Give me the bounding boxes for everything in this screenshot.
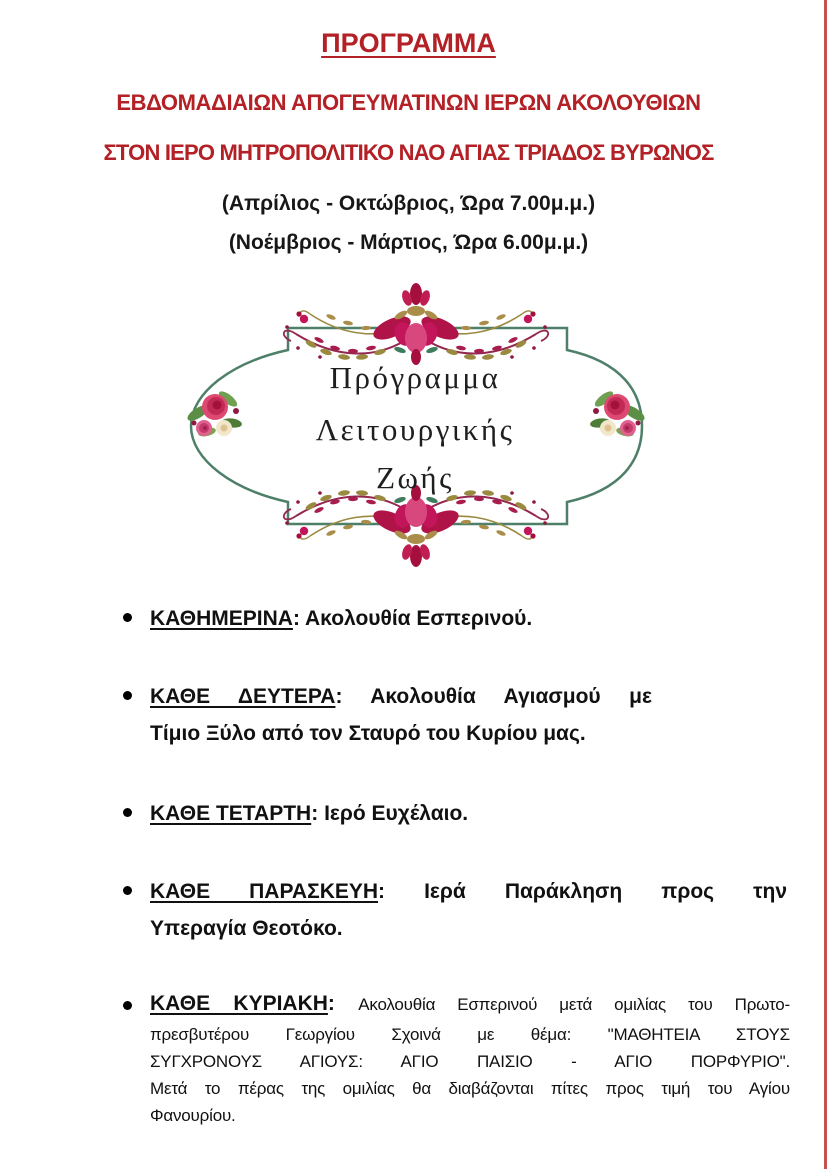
schedule-line: πρεσβυτέρου Γεωργίου Σχοινά με θέμα: "ΜΑΘΗΤΕΙΑ ΣΤΟΥΣ [150, 1025, 790, 1044]
schedule-line [150, 873, 787, 910]
emblem-title-line-1: Πρόγραμμα [329, 360, 501, 395]
schedule-line: Υπεραγία Θεοτόκο. [150, 917, 343, 940]
item-text: Ακολουθία Εσπερινού. [305, 607, 533, 630]
item-colon: : [311, 802, 319, 825]
item-label: ΚΑΘΕ ΚΥΡΙΑΚΗ [150, 992, 328, 1015]
schedule-line [150, 795, 468, 832]
item-text: Ιερό Ευχέλαιο. [324, 802, 469, 825]
item-label: ΚΑΘΕ ΤΕΤΑΡΤΗ [150, 802, 312, 825]
schedule-item-monday [150, 678, 652, 752]
hours-winter: (Νοέμβριος - Μάρτιος, Ώρα 6.00μ.μ.) [228, 231, 589, 254]
schedule-line: Μετά το πέρας της ομιλίας θα διαβάζονται πίτες προς τιμή του Αγίου [150, 1079, 790, 1098]
subtitle-line-2: ΣΤΟΝ ΙΕΡΟ ΜΗΤΡΟΠΟΛΙΤΙΚΟ ΝΑΟ ΑΓΙΑΣ ΤΡΙΑΔΟΣ ΒΥΡΩΝΟΣ [103, 140, 714, 165]
schedule-line: Φανουρίου. [150, 1106, 236, 1125]
item-colon: : [327, 992, 335, 1015]
page-title: ΠΡΟΓΡΑΜΜΑ [321, 28, 496, 58]
schedule-item-wednesday [150, 795, 468, 832]
schedule-continuation [150, 1021, 790, 1129]
liturgical-life-emblem [170, 278, 660, 568]
emblem-title-line-2: Λειτουργικής [315, 412, 515, 447]
item-colon: : [378, 880, 386, 903]
item-label: ΚΑΘΕ ΔΕΥΤΕΡΑ [150, 685, 336, 708]
hours-summer: (Απρίλιος - Οκτώβριος, Ώρα 7.00μ.μ.) [221, 192, 596, 215]
schedule-item-daily [150, 600, 532, 637]
item-label: ΚΑΘΗΜΕΡΙΝΑ [150, 607, 293, 630]
item-text: Ακολουθία Αγιασμού με [370, 685, 652, 708]
emblem-title-line-3: Ζωής [376, 460, 454, 495]
schedule-line: Τίμιο Ξύλο από τον Σταυρό του Κυρίου μας. [150, 722, 586, 745]
schedule-item-friday [150, 873, 787, 947]
schedule-line: ΣΥΓΧΡΟΝΟΥΣ ΑΓΙΟΥΣ: ΑΓΙΟ ΠΑΙΣΙΟ - ΑΓΙΟ ΠΟΡΦΥΡΙΟ". [150, 1052, 790, 1071]
item-colon: : [292, 607, 300, 630]
schedule-item-sunday [150, 988, 790, 1129]
schedule-line [150, 600, 532, 637]
emblem-floral-bottom-icon [284, 485, 548, 567]
schedule-line [150, 678, 652, 715]
item-colon: : [335, 685, 343, 708]
schedule-line [150, 988, 790, 1021]
item-label: ΚΑΘΕ ΠΑΡΑΣΚΕΥΗ [150, 880, 379, 903]
item-text: Ακολουθία Εσπερινού μετά ομιλίας του Πρωτο- [358, 995, 790, 1014]
subtitle-line-1: ΕΒΔΟΜΑΔΙΑΙΩΝ ΑΠΟΓΕΥΜΑΤΙΝΩΝ ΙΕΡΩΝ ΑΚΟΛΟΥΘΙΩΝ [116, 90, 701, 115]
emblem-floral-top-icon [284, 283, 548, 365]
item-text: Ιερά Παράκληση προς την [424, 880, 787, 903]
